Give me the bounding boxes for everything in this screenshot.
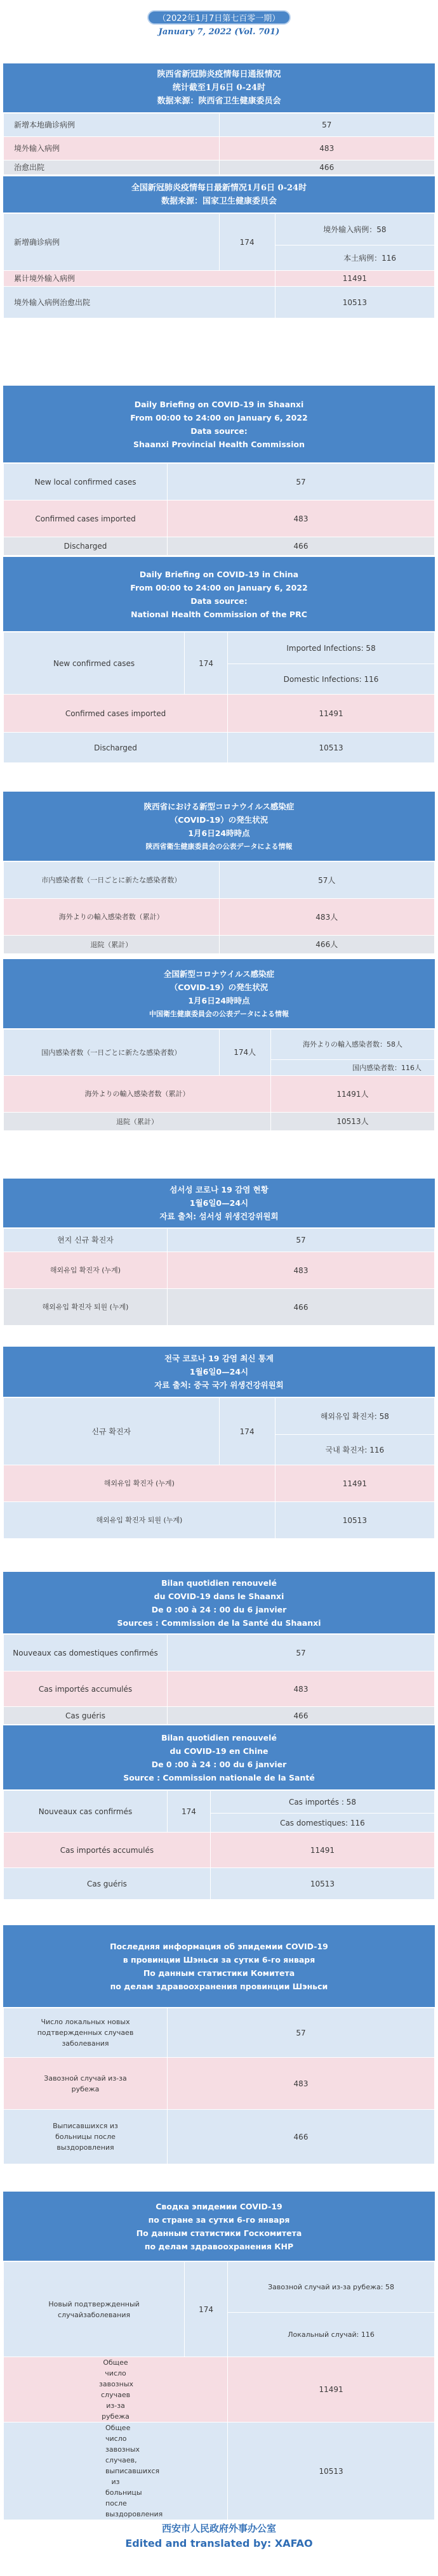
row-label: Общее число завозных случаев, выписавшихся из больницы после выздоровления (4, 2422, 228, 2520)
row-value: 11491 (228, 695, 435, 733)
header-line: （COVID-19）の発生状況 (169, 982, 269, 992)
table-row (4, 214, 435, 245)
row-total: 174 (185, 2262, 228, 2357)
cn-china-table (3, 213, 435, 318)
header-line: 数据来源：国家卫生健康委员会 (161, 196, 277, 206)
header-line: по стране за сутки 6-го января (148, 2214, 290, 2225)
row-label: 해외유입 확진자 퇴원 (누계) (4, 1289, 168, 1326)
ja-shaanxi-table (3, 861, 435, 954)
header-line: Последняя информация об эпидемии COVID-19 (110, 1941, 328, 1951)
row-value: 483 (168, 2058, 435, 2110)
row-value: 11491人 (270, 1076, 434, 1113)
table-row (4, 733, 435, 763)
header-line: Data source: (190, 426, 248, 436)
header-line: Sources : Commission de la Santé du Shaanxi (117, 1618, 321, 1628)
row-label: Nouveaux cas confirmés (4, 1791, 168, 1833)
cn-shaanxi-header (3, 63, 435, 113)
fr-shaanxi-panel (3, 1572, 435, 1725)
row-label: 해외유입 확진자 (누계) (4, 1252, 168, 1289)
header-line: 数据来源：陕西省卫生健康委员会 (157, 96, 281, 106)
table-row (4, 1707, 435, 1725)
row-value: 466 (168, 1289, 435, 1326)
header-line: 陕西省新冠肺炎疫情每日通报情况 (157, 70, 281, 79)
row-label: 新增确诊病例 (4, 214, 220, 271)
cn-china-header (3, 176, 435, 213)
header-line: （COVID-19）の発生状況 (169, 814, 269, 825)
issue-date-english: January 7, 2022 (Vol. 701) (158, 27, 280, 37)
header-line: 1月6日24時時点 (188, 995, 250, 1005)
row-value: 466 (168, 2110, 435, 2164)
cn-shaanxi-panel (3, 63, 435, 175)
fr-china-table (3, 1790, 435, 1900)
row-label: 海外よりの輸入感染者数（累計） (4, 899, 220, 936)
header-line: Сводка эпидемии COVID-19 (156, 2201, 282, 2211)
row-label: New confirmed cases (4, 632, 185, 695)
header-line: du COVID-19 en Chine (169, 1746, 269, 1756)
header-line: 1월6일0—24시 (189, 1367, 249, 1376)
table-row (4, 862, 435, 899)
imported-count: Cas importés : 58 (210, 1791, 434, 1814)
translation-credit: Edited and translated by: XAFAO (125, 2537, 313, 2549)
header-line: 자료 출처: 섬서성 위생건강위원회 (159, 1212, 279, 1221)
row-label: Завозной случай из-за рубежа (4, 2058, 168, 2110)
row-label: 해외유입 확진자 퇴원 (누계) (4, 1502, 275, 1539)
fr-china-header (3, 1725, 435, 1790)
table-row (4, 114, 435, 137)
header-line: From 00:00 to 24:00 on January 6, 2022 (130, 582, 308, 592)
table-row (4, 936, 435, 954)
row-value: 11491 (275, 1465, 434, 1502)
ru-china-panel (3, 2192, 435, 2520)
row-label: Выписавшихся из больницы после выздоровления (4, 2110, 168, 2164)
en-shaanxi-table (3, 463, 435, 556)
table-row (4, 899, 435, 936)
table-row (4, 2422, 435, 2520)
publisher-org: 西安市人民政府外事办公室 (161, 2523, 276, 2534)
row-label: Новый подтвержденный случайзаболевания (4, 2262, 185, 2357)
table-row (4, 2357, 435, 2422)
row-label: 海外よりの輸入感染者数（累計） (4, 1076, 271, 1113)
row-value: 483人 (219, 899, 435, 936)
row-value: 57 (219, 114, 435, 137)
row-value: 11491 (275, 271, 434, 287)
row-label: 新增本地确诊病例 (4, 114, 220, 137)
row-label: 신규 확진자 (4, 1398, 220, 1465)
table-row (4, 1833, 435, 1868)
row-value: 483 (168, 500, 435, 537)
table-row (4, 1398, 435, 1435)
header-line: National Health Commission of the PRC (131, 609, 307, 619)
ru-china-header (3, 2192, 435, 2261)
ja-china-panel (3, 959, 435, 1131)
row-label: 境外输入病例治愈出院 (4, 287, 275, 318)
header-line: 자료 출처: 중국 국가 위생건강위원회 (154, 1380, 284, 1390)
ja-china-header (3, 959, 435, 1029)
table-row (4, 2008, 435, 2058)
row-label: Discharged (4, 733, 228, 763)
ja-china-table (3, 1029, 435, 1131)
row-label: Cas importés accumulés (4, 1833, 211, 1868)
header-line: 1月6日24時時点 (188, 828, 250, 838)
table-row (4, 2262, 435, 2313)
table-row (4, 271, 435, 287)
row-label: 累计境外输入病例 (4, 271, 275, 287)
row-value: 466人 (219, 936, 435, 954)
imported-count: 해외유입 확진자: 58 (275, 1398, 434, 1435)
row-label: Confirmed cases imported (4, 695, 228, 733)
en-china-header (3, 557, 435, 632)
header-line: Source : Commission nationale de la Santé (123, 1772, 315, 1782)
table-row (4, 1289, 435, 1326)
row-value: 11491 (210, 1833, 434, 1868)
header-line: По данным статистики Госкомитета (136, 2228, 302, 2238)
row-total: 174 (219, 1398, 275, 1465)
row-value: 483 (168, 1252, 435, 1289)
row-label: 治愈出院 (4, 160, 220, 175)
fr-shaanxi-table (3, 1634, 435, 1725)
table-row (4, 137, 435, 160)
en-china-panel (3, 557, 435, 763)
header-line: По данным статистики Комитета (143, 1968, 295, 1978)
en-china-table (3, 632, 435, 763)
ru-china-table (3, 2261, 435, 2520)
domestic-count: Локальный случай: 116 (228, 2313, 435, 2357)
row-label: Общее число завозных случаев из-за рубежа (4, 2357, 228, 2422)
ja-shaanxi-header (3, 792, 435, 861)
row-value: 57 (168, 464, 435, 500)
row-value: 466 (168, 537, 435, 556)
cn-china-panel (3, 176, 435, 318)
header-line: 섬서성 코로나 19 감염 현황 (169, 1185, 269, 1194)
header-line: 统计截至1月6日 0-24时 (172, 83, 266, 93)
row-total: 174 (168, 1791, 211, 1833)
row-value: 11491 (228, 2357, 435, 2422)
header-line: 全国新型コロナウイルス感染症 (163, 969, 275, 979)
fr-shaanxi-header (3, 1572, 435, 1634)
header-line: du COVID-19 dans le Shaanxi (154, 1591, 284, 1601)
ru-shaanxi-header (3, 1925, 435, 2008)
header-line: 陝西省における新型コロナウイルス感染症 (143, 801, 295, 811)
domestic-count: 本土病例：116 (275, 245, 434, 271)
table-row (4, 160, 435, 175)
row-label: Confirmed cases imported (4, 500, 168, 537)
cn-shaanxi-table (3, 113, 435, 175)
imported-count: Imported Infections: 58 (228, 632, 435, 664)
row-value: 466 (219, 160, 435, 175)
row-label: 해외유입 확진자 (누계) (4, 1465, 275, 1502)
table-row (4, 1791, 435, 1814)
table-row (4, 500, 435, 537)
header-line: Daily Briefing on COVID-19 in China (139, 569, 299, 579)
row-label: 市内感染者数（一日ごとに新たな感染者数） (4, 862, 220, 899)
row-value: 57人 (219, 862, 435, 899)
ko-shaanxi-table (3, 1228, 435, 1326)
issue-date-badge: （2022年1月7日第七百零一期） (147, 10, 291, 25)
header-line: Data source: (190, 596, 248, 606)
header-line: De 0 :00 à 24 : 00 du 6 janvier (151, 1604, 287, 1614)
row-value: 466 (168, 1707, 435, 1725)
row-total: 174 (185, 632, 228, 695)
row-value: 10513人 (270, 1113, 434, 1131)
row-value: 57 (168, 2008, 435, 2058)
table-row (4, 1076, 435, 1113)
table-row (4, 1465, 435, 1502)
table-row (4, 1113, 435, 1131)
table-row (4, 632, 435, 664)
table-row (4, 1252, 435, 1289)
header-line: 전국 코로나 19 감염 최신 통계 (164, 1354, 274, 1363)
domestic-count: Domestic Infections: 116 (228, 664, 435, 695)
table-row (4, 1635, 435, 1671)
header-line: по делам здравоохранения КНР (144, 2241, 294, 2251)
ru-shaanxi-panel (3, 1925, 435, 2164)
row-label: 현지 신규 확진자 (4, 1229, 168, 1252)
header-line: From 00:00 to 24:00 on January 6, 2022 (130, 412, 308, 422)
row-label: Nouveaux cas domestiques confirmés (4, 1635, 168, 1671)
row-total: 174 (219, 214, 275, 271)
row-label: 境外输入病例 (4, 137, 220, 160)
row-value: 10513 (275, 287, 434, 318)
header-line: 中国衛生健康委員会の公表データによる情報 (149, 1009, 289, 1018)
row-label: Cas guéris (4, 1707, 168, 1725)
table-row (4, 2058, 435, 2110)
row-value: 10513 (275, 1502, 434, 1539)
row-value: 57 (168, 1635, 435, 1671)
header-line: De 0 :00 à 24 : 00 du 6 janvier (151, 1759, 287, 1769)
row-value: 10513 (210, 1868, 434, 1900)
row-label: Cas importés accumulés (4, 1671, 168, 1707)
table-row (4, 1868, 435, 1900)
header-line: 全国新冠肺炎疫情每日最新情况1月6日 0-24时 (131, 183, 307, 193)
ko-china-header (3, 1347, 435, 1397)
ja-shaanxi-panel (3, 792, 435, 954)
row-label: Cas guéris (4, 1868, 211, 1900)
table-row (4, 1229, 435, 1252)
ru-shaanxi-table (3, 2008, 435, 2164)
row-value: 57 (168, 1229, 435, 1252)
header-line: Shaanxi Provincial Health Commission (133, 439, 305, 449)
row-total: 174人 (219, 1030, 270, 1076)
row-label: New local confirmed cases (4, 464, 168, 500)
table-row (4, 2110, 435, 2164)
header-line: Bilan quotidien renouvelé (161, 1732, 277, 1742)
ko-shaanxi-panel (3, 1179, 435, 1326)
domestic-count: Cas domestiques: 116 (210, 1814, 434, 1833)
table-row (4, 287, 435, 318)
ko-china-table (3, 1397, 435, 1539)
en-shaanxi-panel (3, 386, 435, 556)
row-value: 10513 (228, 733, 435, 763)
row-label: 退院（累計） (4, 936, 220, 954)
row-label: Число локальных новых подтвержденных случаев заболевания (4, 2008, 168, 2058)
imported-count: 海外よりの輸入感染者数：58人 (270, 1030, 434, 1060)
row-label: 国内感染者数（一日ごとに新たな感染者数） (4, 1030, 220, 1076)
table-row (4, 537, 435, 556)
imported-count: 境外输入病例：58 (275, 214, 434, 245)
table-row (4, 695, 435, 733)
domestic-count: 국내 확진자: 116 (275, 1435, 434, 1465)
fr-china-panel (3, 1725, 435, 1900)
header-line: в провинции Шэньси за сутки 6-го января (123, 1954, 315, 1965)
row-value: 483 (219, 137, 435, 160)
en-shaanxi-header (3, 386, 435, 463)
table-row (4, 464, 435, 500)
row-value: 483 (168, 1671, 435, 1707)
row-label: 退院（累計） (4, 1113, 271, 1131)
ko-shaanxi-header (3, 1179, 435, 1228)
row-value: 10513 (228, 2422, 435, 2520)
table-row (4, 1030, 435, 1060)
domestic-count: 国内感染者数：116人 (270, 1060, 434, 1076)
ko-china-panel (3, 1347, 435, 1539)
header-line: по делам здравоохранения провинции Шэньси (110, 1981, 328, 1991)
header-line: 1월6일0—24시 (189, 1198, 249, 1208)
header-line: Daily Briefing on COVID-19 in Shaanxi (134, 399, 304, 409)
header-line: 陝西省衛生健康委員会の公表データによる情報 (145, 842, 293, 851)
row-label: Discharged (4, 537, 168, 556)
header-line: Bilan quotidien renouvelé (161, 1578, 277, 1588)
imported-count: Завозной случай из-за рубежа: 58 (228, 2262, 435, 2313)
table-row (4, 1671, 435, 1707)
table-row (4, 1502, 435, 1539)
